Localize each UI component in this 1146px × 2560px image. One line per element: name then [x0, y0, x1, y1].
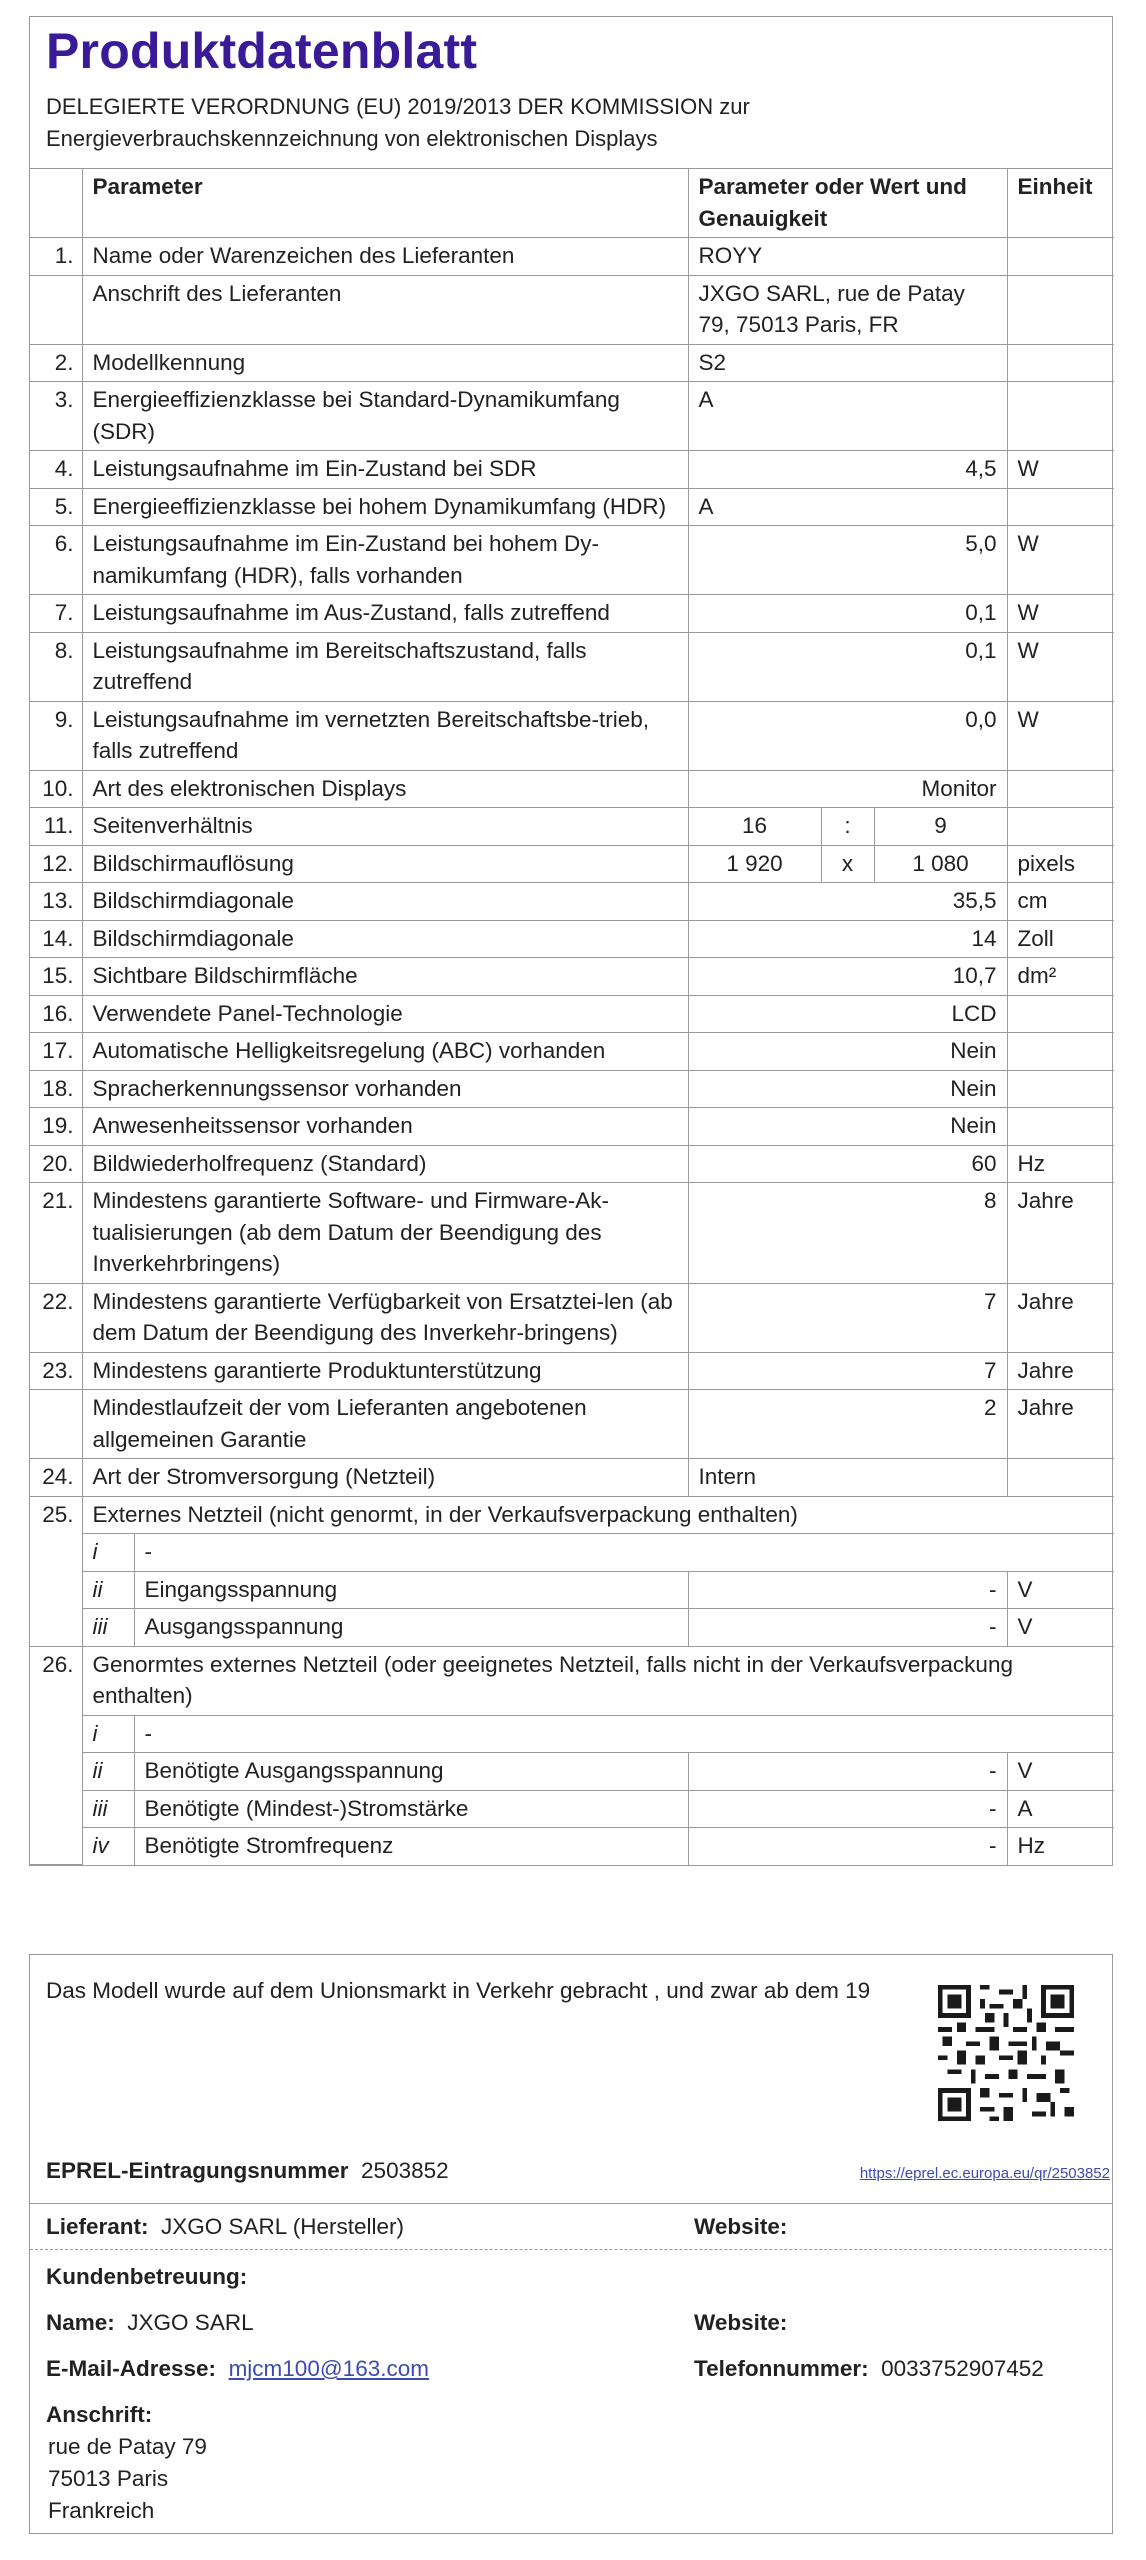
row-number: 25. [30, 1496, 82, 1646]
table-row [30, 1108, 1114, 1146]
supplier-website-label: Website: [694, 2214, 788, 2239]
psu-item-row [30, 1571, 1114, 1609]
row-number: 19. [30, 1108, 82, 1146]
row-value: 2 [688, 1390, 1007, 1459]
psu-item-unit: V [1007, 1609, 1114, 1647]
row-number: 17. [30, 1033, 82, 1071]
row-label: Name oder Warenzeichen des Lieferanten [82, 238, 688, 276]
row-value: ROYY [688, 238, 1007, 276]
table-row [30, 1283, 1114, 1352]
eprel-number: 2503852 [361, 2158, 449, 2183]
psu-item-index: iii [82, 1609, 134, 1647]
row-label: Mindestlaufzeit der vom Lieferanten angebotenen allgemeinen Garantie [82, 1390, 688, 1459]
row-label: Leistungsaufnahme im Aus-Zustand, falls zutreffend [82, 595, 688, 633]
row-unit: W [1007, 595, 1114, 633]
row-label: Art der Stromversorgung (Netzteil) [82, 1459, 688, 1497]
row-unit: pixels [1007, 845, 1114, 883]
psu-title: Genormtes externes Netzteil (oder geeignetes Netzteil, falls nicht in der Verkaufsverpackung enthalten) [82, 1646, 1114, 1715]
row-number: 9. [30, 701, 82, 770]
header-value: Parameter oder Wert und Genauigkeit [688, 169, 1007, 238]
row-value: 60 [688, 1145, 1007, 1183]
row-value: 0,1 [688, 632, 1007, 701]
row-number: 13. [30, 883, 82, 921]
row-unit: Zoll [1007, 920, 1114, 958]
row-value: S2 [688, 344, 1007, 382]
row-value-b: 1 080 [874, 845, 1007, 883]
row-number: 11. [30, 808, 82, 846]
row-number: 10. [30, 770, 82, 808]
psu-item-value: - [688, 1571, 1007, 1609]
row-unit: W [1007, 701, 1114, 770]
row-unit: W [1007, 632, 1114, 701]
psu-item-unit: V [1007, 1753, 1114, 1791]
row-number: 3. [30, 382, 82, 451]
psu-item-unit: Hz [1007, 1828, 1114, 1865]
row-unit [1007, 995, 1114, 1033]
table-row [30, 1145, 1114, 1183]
row-unit [1007, 238, 1114, 276]
row-value: Nein [688, 1108, 1007, 1146]
row-value: 35,5 [688, 883, 1007, 921]
row-unit [1007, 344, 1114, 382]
regulation-subtitle: DELEGIERTE VERORDNUNG (EU) 2019/2013 DER KOMMISSION zur Energieverbrauchskennzeichnung von elektronischen Displays [46, 94, 750, 151]
row-value: Nein [688, 1070, 1007, 1108]
row-unit: Jahre [1007, 1183, 1114, 1284]
row-unit: cm [1007, 883, 1114, 921]
header-no-cell [30, 169, 82, 238]
row-value: 4,5 [688, 451, 1007, 489]
row-label: Modellkennung [82, 344, 688, 382]
psu-item-row [30, 1609, 1114, 1647]
email-link[interactable]: mjcm100@163.com [228, 2356, 429, 2381]
row-value-a: 16 [688, 808, 821, 846]
psu-item-label: Ausgangsspannung [134, 1609, 688, 1647]
table-row [30, 238, 1114, 276]
divider [30, 2203, 1112, 2204]
row-unit [1007, 770, 1114, 808]
row-label: Leistungsaufnahme im vernetzten Bereitschaftsbe-trieb, falls zutreffend [82, 701, 688, 770]
table-row [30, 1390, 1114, 1459]
row-number: 8. [30, 632, 82, 701]
row-number: 14. [30, 920, 82, 958]
row-number: 21. [30, 1183, 82, 1284]
row-label: Anwesenheitssensor vorhanden [82, 1108, 688, 1146]
service-email: E-Mail-Adresse: mjcm100@163.com [46, 2356, 429, 2381]
psu-item-label: Benötigte Stromfrequenz [134, 1828, 688, 1865]
row-unit [1007, 1070, 1114, 1108]
supplier-value: JXGO SARL (Hersteller) [161, 2214, 404, 2239]
table-row [30, 275, 1114, 344]
psu-item-row [30, 1790, 1114, 1828]
service-name: Name: JXGO SARL [46, 2310, 254, 2335]
row-number [30, 275, 82, 344]
row-value: Nein [688, 1033, 1007, 1071]
row-value: 7 [688, 1352, 1007, 1390]
row-value: 0,0 [688, 701, 1007, 770]
row-label: Bildwiederholfrequenz (Standard) [82, 1145, 688, 1183]
row-value-b: 9 [874, 808, 1007, 846]
table-row [30, 1183, 1114, 1284]
row-label: Sichtbare Bildschirmfläche [82, 958, 688, 996]
market-placement-text: Das Modell wurde auf dem Unionsmarkt in Verkehr gebracht , und zwar ab dem 19 [46, 1978, 871, 2003]
row-value-a: 1 920 [688, 845, 821, 883]
row-value: 7 [688, 1283, 1007, 1352]
row-number: 16. [30, 995, 82, 1033]
row-number: 4. [30, 451, 82, 489]
table-row [30, 526, 1114, 595]
row-unit: Jahre [1007, 1283, 1114, 1352]
row-number: 2. [30, 344, 82, 382]
table-row [30, 995, 1114, 1033]
row-unit: dm² [1007, 958, 1114, 996]
row-label: Mindestens garantierte Verfügbarkeit von Ersatztei-len (ab dem Datum der Beendigung des Inverkehr-bringens) [82, 1283, 688, 1352]
psu-item-row [30, 1828, 1114, 1865]
service-website-label: Website: [694, 2310, 788, 2335]
psu-title: Externes Netzteil (nicht genormt, in der Verkaufsverpackung enthalten) [82, 1496, 1114, 1534]
row-label: Bildschirmauflösung [82, 845, 688, 883]
row-unit: W [1007, 526, 1114, 595]
row-label: Automatische Helligkeitsregelung (ABC) vorhanden [82, 1033, 688, 1071]
psu-item-unit: A [1007, 1790, 1114, 1828]
row-unit: Hz [1007, 1145, 1114, 1183]
row-number: 12. [30, 845, 82, 883]
row-number: 15. [30, 958, 82, 996]
row-label: Energieeffizienzklasse bei hohem Dynamikumfang (HDR) [82, 488, 688, 526]
table-row [30, 920, 1114, 958]
table-row [30, 344, 1114, 382]
psu-item-label: Eingangsspannung [134, 1571, 688, 1609]
psu-item-label: Benötigte (Mindest-)Stromstärke [134, 1790, 688, 1828]
table-row [30, 770, 1114, 808]
row-unit [1007, 275, 1114, 344]
table-row [30, 1459, 1114, 1497]
row-number [30, 1390, 82, 1459]
header-parameter: Parameter [82, 169, 688, 238]
qr-code-icon[interactable] [938, 1985, 1074, 2121]
row-label: Mindestens garantierte Produktunterstützung [82, 1352, 688, 1390]
table-row [30, 488, 1114, 526]
row-label: Leistungsaufnahme im Ein-Zustand bei hohem Dy-namikumfang (HDR), falls vorhanden [82, 526, 688, 595]
row-number: 5. [30, 488, 82, 526]
table-row [30, 958, 1114, 996]
dashed-divider [30, 2249, 1112, 2250]
table-row [30, 595, 1114, 633]
row-unit: W [1007, 451, 1114, 489]
row-unit [1007, 808, 1114, 846]
psu-item-value: - [688, 1753, 1007, 1791]
table-row [30, 1352, 1114, 1390]
psu-item-label: - [134, 1715, 1114, 1753]
table-row [30, 883, 1114, 921]
row-value: A [688, 382, 1007, 451]
psu-title-row [30, 1646, 1114, 1715]
row-label: Leistungsaufnahme im Bereitschaftszustand, falls zutreffend [82, 632, 688, 701]
eprel-link[interactable]: https://eprel.ec.europa.eu/qr/2503852 [859, 2165, 1110, 2182]
service-address: Anschrift: rue de Patay 79 75013 Paris Frankreich [46, 2402, 207, 2523]
supplier-line: Lieferant: JXGO SARL (Hersteller) [46, 2214, 404, 2239]
table-row [30, 808, 1114, 846]
row-number: 1. [30, 238, 82, 276]
psu-item-label: Benötigte Ausgangsspannung [134, 1753, 688, 1791]
table-row [30, 845, 1114, 883]
sheet-header [30, 17, 1112, 169]
table-row [30, 701, 1114, 770]
service-phone: Telefonnummer: 0033752907452 [694, 2356, 1044, 2381]
psu-item-row [30, 1534, 1114, 1572]
row-value: A [688, 488, 1007, 526]
row-number: 6. [30, 526, 82, 595]
psu-item-value: - [688, 1790, 1007, 1828]
row-value: 8 [688, 1183, 1007, 1284]
row-label: Spracherkennungssensor vorhanden [82, 1070, 688, 1108]
psu-title-row [30, 1496, 1114, 1534]
row-unit [1007, 382, 1114, 451]
psu-item-index: iv [82, 1828, 134, 1865]
row-number: 18. [30, 1070, 82, 1108]
row-number: 22. [30, 1283, 82, 1352]
eprel-registration: EPREL-Eintragungsnummer 2503852 [46, 2158, 449, 2183]
row-number: 24. [30, 1459, 82, 1497]
table-row [30, 1070, 1114, 1108]
header-unit: Einheit [1007, 169, 1114, 238]
psu-item-row [30, 1753, 1114, 1791]
row-unit [1007, 1459, 1114, 1497]
psu-item-index: ii [82, 1571, 134, 1609]
psu-item-index: iii [82, 1790, 134, 1828]
row-label: Energieeffizienzklasse bei Standard-Dynamikumfang (SDR) [82, 382, 688, 451]
psu-item-row [30, 1715, 1114, 1753]
parameter-table [30, 169, 1114, 1865]
table-row [30, 1033, 1114, 1071]
table-row [30, 632, 1114, 701]
row-unit [1007, 1033, 1114, 1071]
row-value: Monitor [688, 770, 1007, 808]
table-row [30, 382, 1114, 451]
page-title: Produktdatenblatt [46, 23, 478, 79]
row-unit: Jahre [1007, 1352, 1114, 1390]
psu-item-index: i [82, 1715, 134, 1753]
psu-item-label: - [134, 1534, 1114, 1572]
row-label: Art des elektronischen Displays [82, 770, 688, 808]
row-value: 5,0 [688, 526, 1007, 595]
row-label: Mindestens garantierte Software- und Firmware-Ak-tualisierungen (ab dem Datum der Beendigung des Inverkehrbringens) [82, 1183, 688, 1284]
row-value: 10,7 [688, 958, 1007, 996]
row-number: 26. [30, 1646, 82, 1865]
table-row [30, 451, 1114, 489]
row-label: Anschrift des Lieferanten [82, 275, 688, 344]
row-number: 23. [30, 1352, 82, 1390]
row-value: LCD [688, 995, 1007, 1033]
psu-item-index: ii [82, 1753, 134, 1791]
row-number: 7. [30, 595, 82, 633]
row-value-sep: x [821, 845, 874, 883]
row-label: Verwendete Panel-Technologie [82, 995, 688, 1033]
row-number: 20. [30, 1145, 82, 1183]
psu-item-value: - [688, 1609, 1007, 1647]
row-unit: Jahre [1007, 1390, 1114, 1459]
row-value: JXGO SARL, rue de Patay 79, 75013 Paris, FR [688, 275, 1007, 344]
customer-service-heading: Kundenbetreuung: [46, 2264, 248, 2289]
row-value: Intern [688, 1459, 1007, 1497]
row-value-sep: : [821, 808, 874, 846]
row-label: Seitenverhältnis [82, 808, 688, 846]
psu-item-unit: V [1007, 1571, 1114, 1609]
table-header-row [30, 169, 1114, 238]
psu-item-index: i [82, 1534, 134, 1572]
row-label: Bildschirmdiagonale [82, 883, 688, 921]
product-data-sheet [29, 16, 1113, 1866]
row-label: Leistungsaufnahme im Ein-Zustand bei SDR [82, 451, 688, 489]
row-value: 14 [688, 920, 1007, 958]
row-label: Bildschirmdiagonale [82, 920, 688, 958]
row-unit [1007, 488, 1114, 526]
psu-item-value: - [688, 1828, 1007, 1865]
supplier-info-box [29, 1954, 1113, 2534]
row-value: 0,1 [688, 595, 1007, 633]
row-unit [1007, 1108, 1114, 1146]
